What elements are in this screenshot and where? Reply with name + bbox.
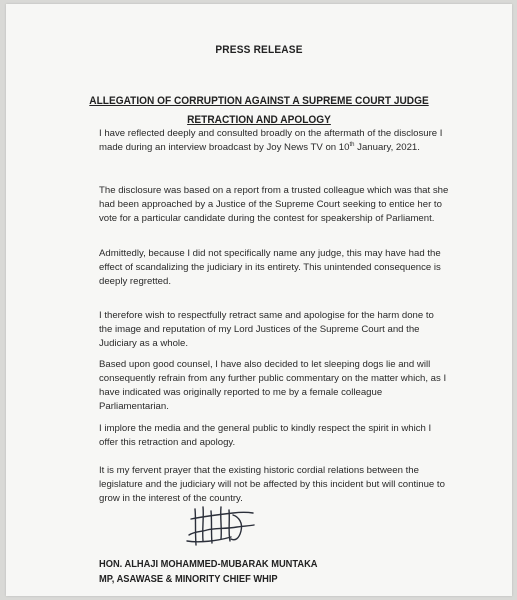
signatory-name: HON. ALHAJI MOHAMMED-MUBARAK MUNTAKA — [99, 559, 318, 570]
signatory-title: MP, ASAWASE & MINORITY CHIEF WHIP — [99, 574, 278, 585]
paragraph-7: It is my fervent prayer that the existing historic cordial relations between the legislature and the judiciary will not be affected by this incident but will continue to grow in the interest of the country. — [99, 465, 445, 504]
ordinal-suffix: th — [349, 141, 355, 148]
press-release-page — [6, 4, 512, 596]
paragraph-1 — [99, 127, 449, 155]
document-title: PRESS RELEASE — [215, 44, 303, 56]
paragraph-1-date: January, 2021. — [354, 142, 420, 153]
paragraph-3: Admittedly, because I did not specifically name any judge, this may have had the effect of scandalizing the judiciary in its entirety. This unintended consequence is deeply regretted. — [99, 248, 441, 287]
signatory-block — [99, 557, 318, 587]
paragraph-2: The disclosure was based on a report from a trusted colleague which was that she had been approached by a Justice of the Supreme Court seeking to entice her to vote for a particular candidate during the contest for speakership of Parliament. — [99, 185, 449, 224]
paragraph-4: I therefore wish to respectfully retract same and apologise for the harm done to the image and reputation of my Lord Justices of the Supreme Court and the Judiciary as a whole. — [99, 310, 434, 349]
handwritten-signature — [181, 501, 261, 551]
headline-retraction: RETRACTION AND APOLOGY — [187, 114, 331, 126]
headline-allegation: ALLEGATION OF CORRUPTION AGAINST A SUPREME COURT JUDGE — [89, 95, 429, 107]
paragraph-1-text: I have reflected deeply and consulted broadly on the aftermath of the disclosure I made during an interview broadcast by Joy News TV on 10 — [99, 128, 443, 153]
paragraph-6: I implore the media and the general public to kindly respect the spirit in which I offer this retraction and apology. — [99, 423, 432, 448]
paragraph-5: Based upon good counsel, I have also decided to let sleeping dogs lie and will consequently refrain from any further public commentary on the matter which, as I have indicated was originally reported to me by a female colleague Parliamentarian. — [99, 359, 447, 412]
